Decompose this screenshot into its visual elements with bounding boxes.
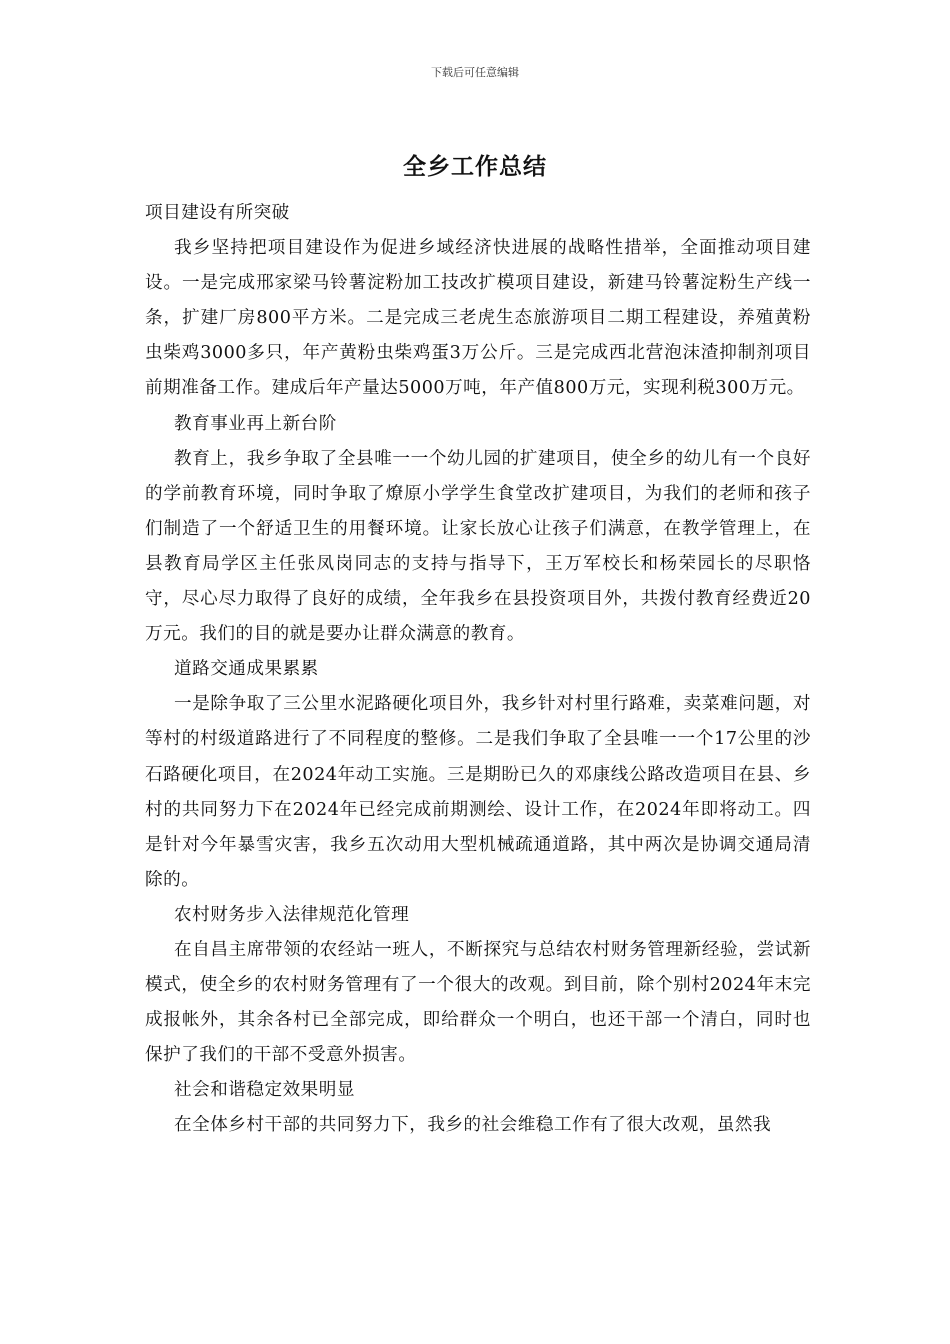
paragraph-project: 我乡坚持把项目建设作为促进乡域经济快进展的战略性措举，全面推动项目建设。一是完成邢家梁马铃薯淀粉加工技改扩模项目建设，新建马铃薯淀粉生产线一条，扩建厂房800平方米。二是完成三老虎生态旅游项目二期工程建设，养殖黄粉虫柴鸡3000多只，年产黄粉虫柴鸡蛋3万公斤。三是完成西北营泡沫渣抑制剂项目前期准备工作。建成后年产量达5000万吨，年产值800万元，实现利税300万元。 [145, 238, 811, 399]
paragraph-finance: 在自昌主席带领的农经站一班人，不断探究与总结农村财务管理新经验，尝试新模式，使全乡的农村财务管理有了一个很大的改观。到目前，除个别村2024年末完成报帐外，其余各村已全部完成，即给群众一个明白，也还干部一个清白，同时也保护了我们的干部不受意外损害。 [145, 939, 811, 1066]
document-body [145, 196, 811, 1144]
document-title: 全乡工作总结 [403, 154, 547, 180]
section-heading-transport: 道路交通成果累累 [174, 659, 319, 680]
page-header-note: 下载后可任意编辑 [431, 66, 519, 79]
section-heading-finance: 农村财务步入法律规范化管理 [174, 904, 410, 925]
section-heading-project: 项目建设有所突破 [145, 203, 290, 223]
paragraph-education: 教育上，我乡争取了全县唯一一个幼儿园的扩建项目，使全乡的幼儿有一个良好的学前教育环境，同时争取了燎原小学学生食堂改扩建项目，为我们的老师和孩子们制造了一个舒适卫生的用餐环境。让家长放心让孩子们满意，在教学管理上，在县教育局学区主任张凤岗同志的支持与指导下，王万军校长和杨荣园长的尽职恪守，尽心尽力取得了良好的成绩，全年我乡在县投资项目外，共拨付教育经费近20万元。我们的目的就是要办让群众满意的教育。 [145, 448, 811, 645]
section-heading-stability: 社会和谐稳定效果明显 [174, 1080, 355, 1101]
section-heading-education: 教育事业再上新台阶 [174, 413, 337, 434]
paragraph-stability: 在全体乡村干部的共同努力下，我乡的社会维稳工作有了很大改观，虽然我 [174, 1115, 772, 1136]
paragraph-transport: 一是除争取了三公里水泥路硬化项目外，我乡针对村里行路难，卖菜难问题，对等村的村级道路进行了不同程度的整修。二是我们争取了全县唯一一个17公里的沙石路硬化项目，在2024年动工实施。三是期盼已久的邓康线公路改造项目在县、乡村的共同努力下在2024年已经完成前期测绘、设计工作，在2024年即将动工。四是针对今年暴雪灾害，我乡五次动用大型机械疏通道路，其中两次是协调交通局清除的。 [145, 694, 811, 890]
